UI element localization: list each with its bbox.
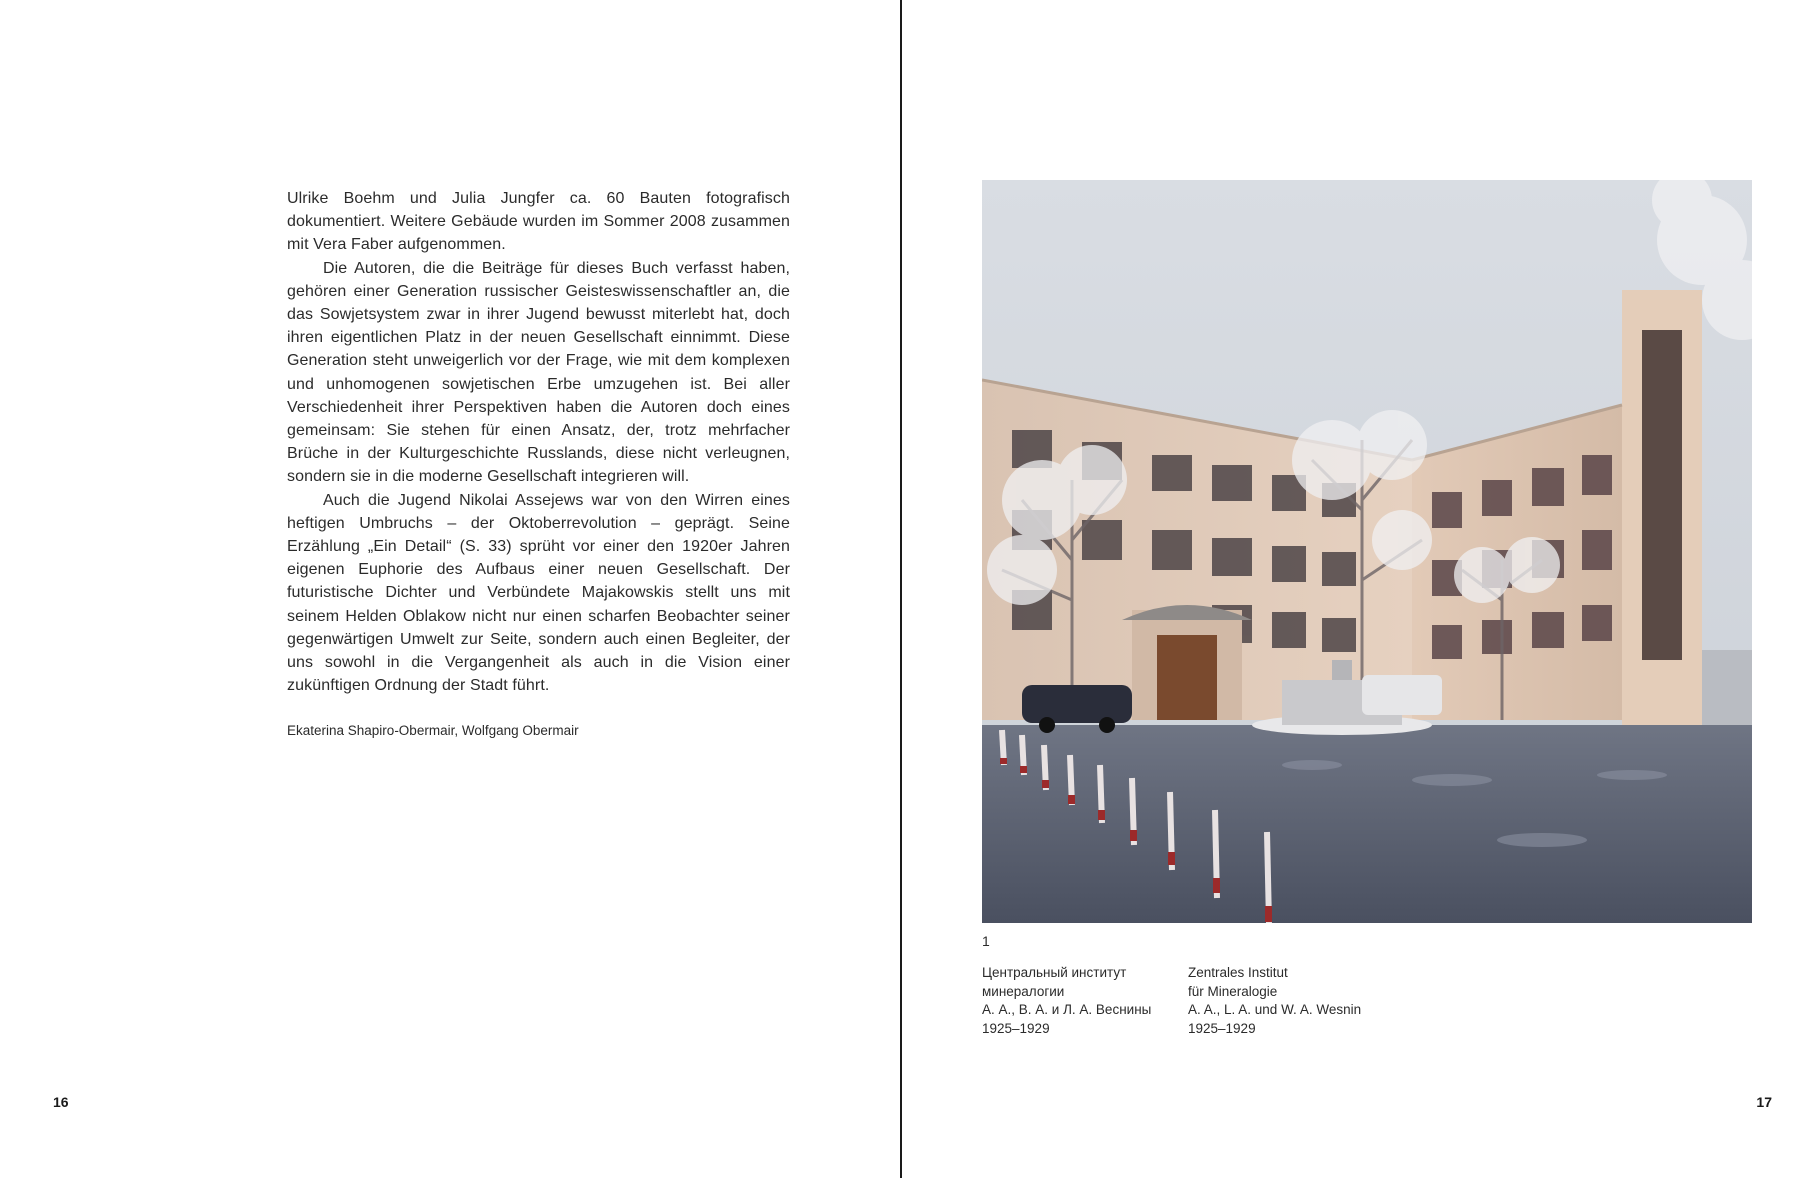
caption-ru-line: А. А., В. А. и Л. А. Веснины (982, 1002, 1152, 1017)
body-text (287, 187, 790, 697)
paragraph-1: Ulrike Boehm und Julia Jungfer ca. 60 Bauten fotografisch dokumentiert. Weitere Gebäude wurden im Sommer 2008 zusammen mit Vera Faber aufgenommen. (287, 190, 790, 254)
caption-german (1188, 964, 1361, 1038)
building-photo (982, 180, 1752, 923)
page-number-left: 16 (53, 1094, 69, 1110)
author-signature: Ekaterina Shapiro-Obermair, Wolfgang Obermair (287, 723, 579, 738)
page-number-right: 17 (1756, 1094, 1772, 1110)
caption-ru-line: минералогии (982, 983, 1065, 999)
figure-number: 1 (982, 933, 990, 949)
caption-russian (982, 964, 1151, 1038)
paragraph-3: Auch die Jugend Nikolai Assejews war von den Wirren eines heftigen Umbruchs – der Oktoberrevolution – geprägt. Seine Erzählung „Ein Detail“ (S. 33) sprüht vor einer den 1920er Jahren eigenen Euphorie des Aufbaus einer neuen Gesellschaft. Der futuristische Dichter und Verbündete Majakowskis stellt uns mit seinem Helden Oblakow nicht nur einen scharfen Beobachter seiner gegenwärtigen Umwelt zur Seite, sondern auch einen Begleiter, der uns sowohl in die Vergangenheit als auch in die Vision einer zukünftigen Ordnung der Stadt führt. (287, 491, 790, 695)
caption-ru-line: Центральный институт (982, 965, 1127, 980)
right-page (902, 0, 1800, 1178)
caption-de-line: A. A., L. A. und W. A. Wesnin (1188, 1002, 1362, 1017)
caption-de-line: Zentrales Institut (1188, 965, 1288, 980)
caption-ru-line: 1925–1929 (982, 1020, 1050, 1036)
paragraph-2: Die Autoren, die die Beiträge für dieses Buch verfasst haben, gehören einer Generation russischer Geisteswissenschaftler an, die das Sowjetsystem zwar in ihrer Jugend bewusst miterlebt hat, doch ihren eigentlichen Platz in der neuen Gesellschaft einnimmt. Diese Generation steht unweigerlich vor der Frage, wie mit dem komplexen und unhomogenen sowjetischen Erbe umzugehen ist. Bei aller Verschiedenheit ihrer Perspektiven haben die Autoren doch eines gemeinsam: Sie stehen für einen Ansatz, der, trotz mehrfacher Brüche in der Kulturgeschichte Russlands, diese nicht verleugnen, sondern sie in die moderne Gesellschaft integrieren will. (287, 259, 790, 486)
caption-de-line: für Mineralogie (1188, 983, 1278, 999)
caption-de-line: 1925–1929 (1188, 1020, 1256, 1036)
